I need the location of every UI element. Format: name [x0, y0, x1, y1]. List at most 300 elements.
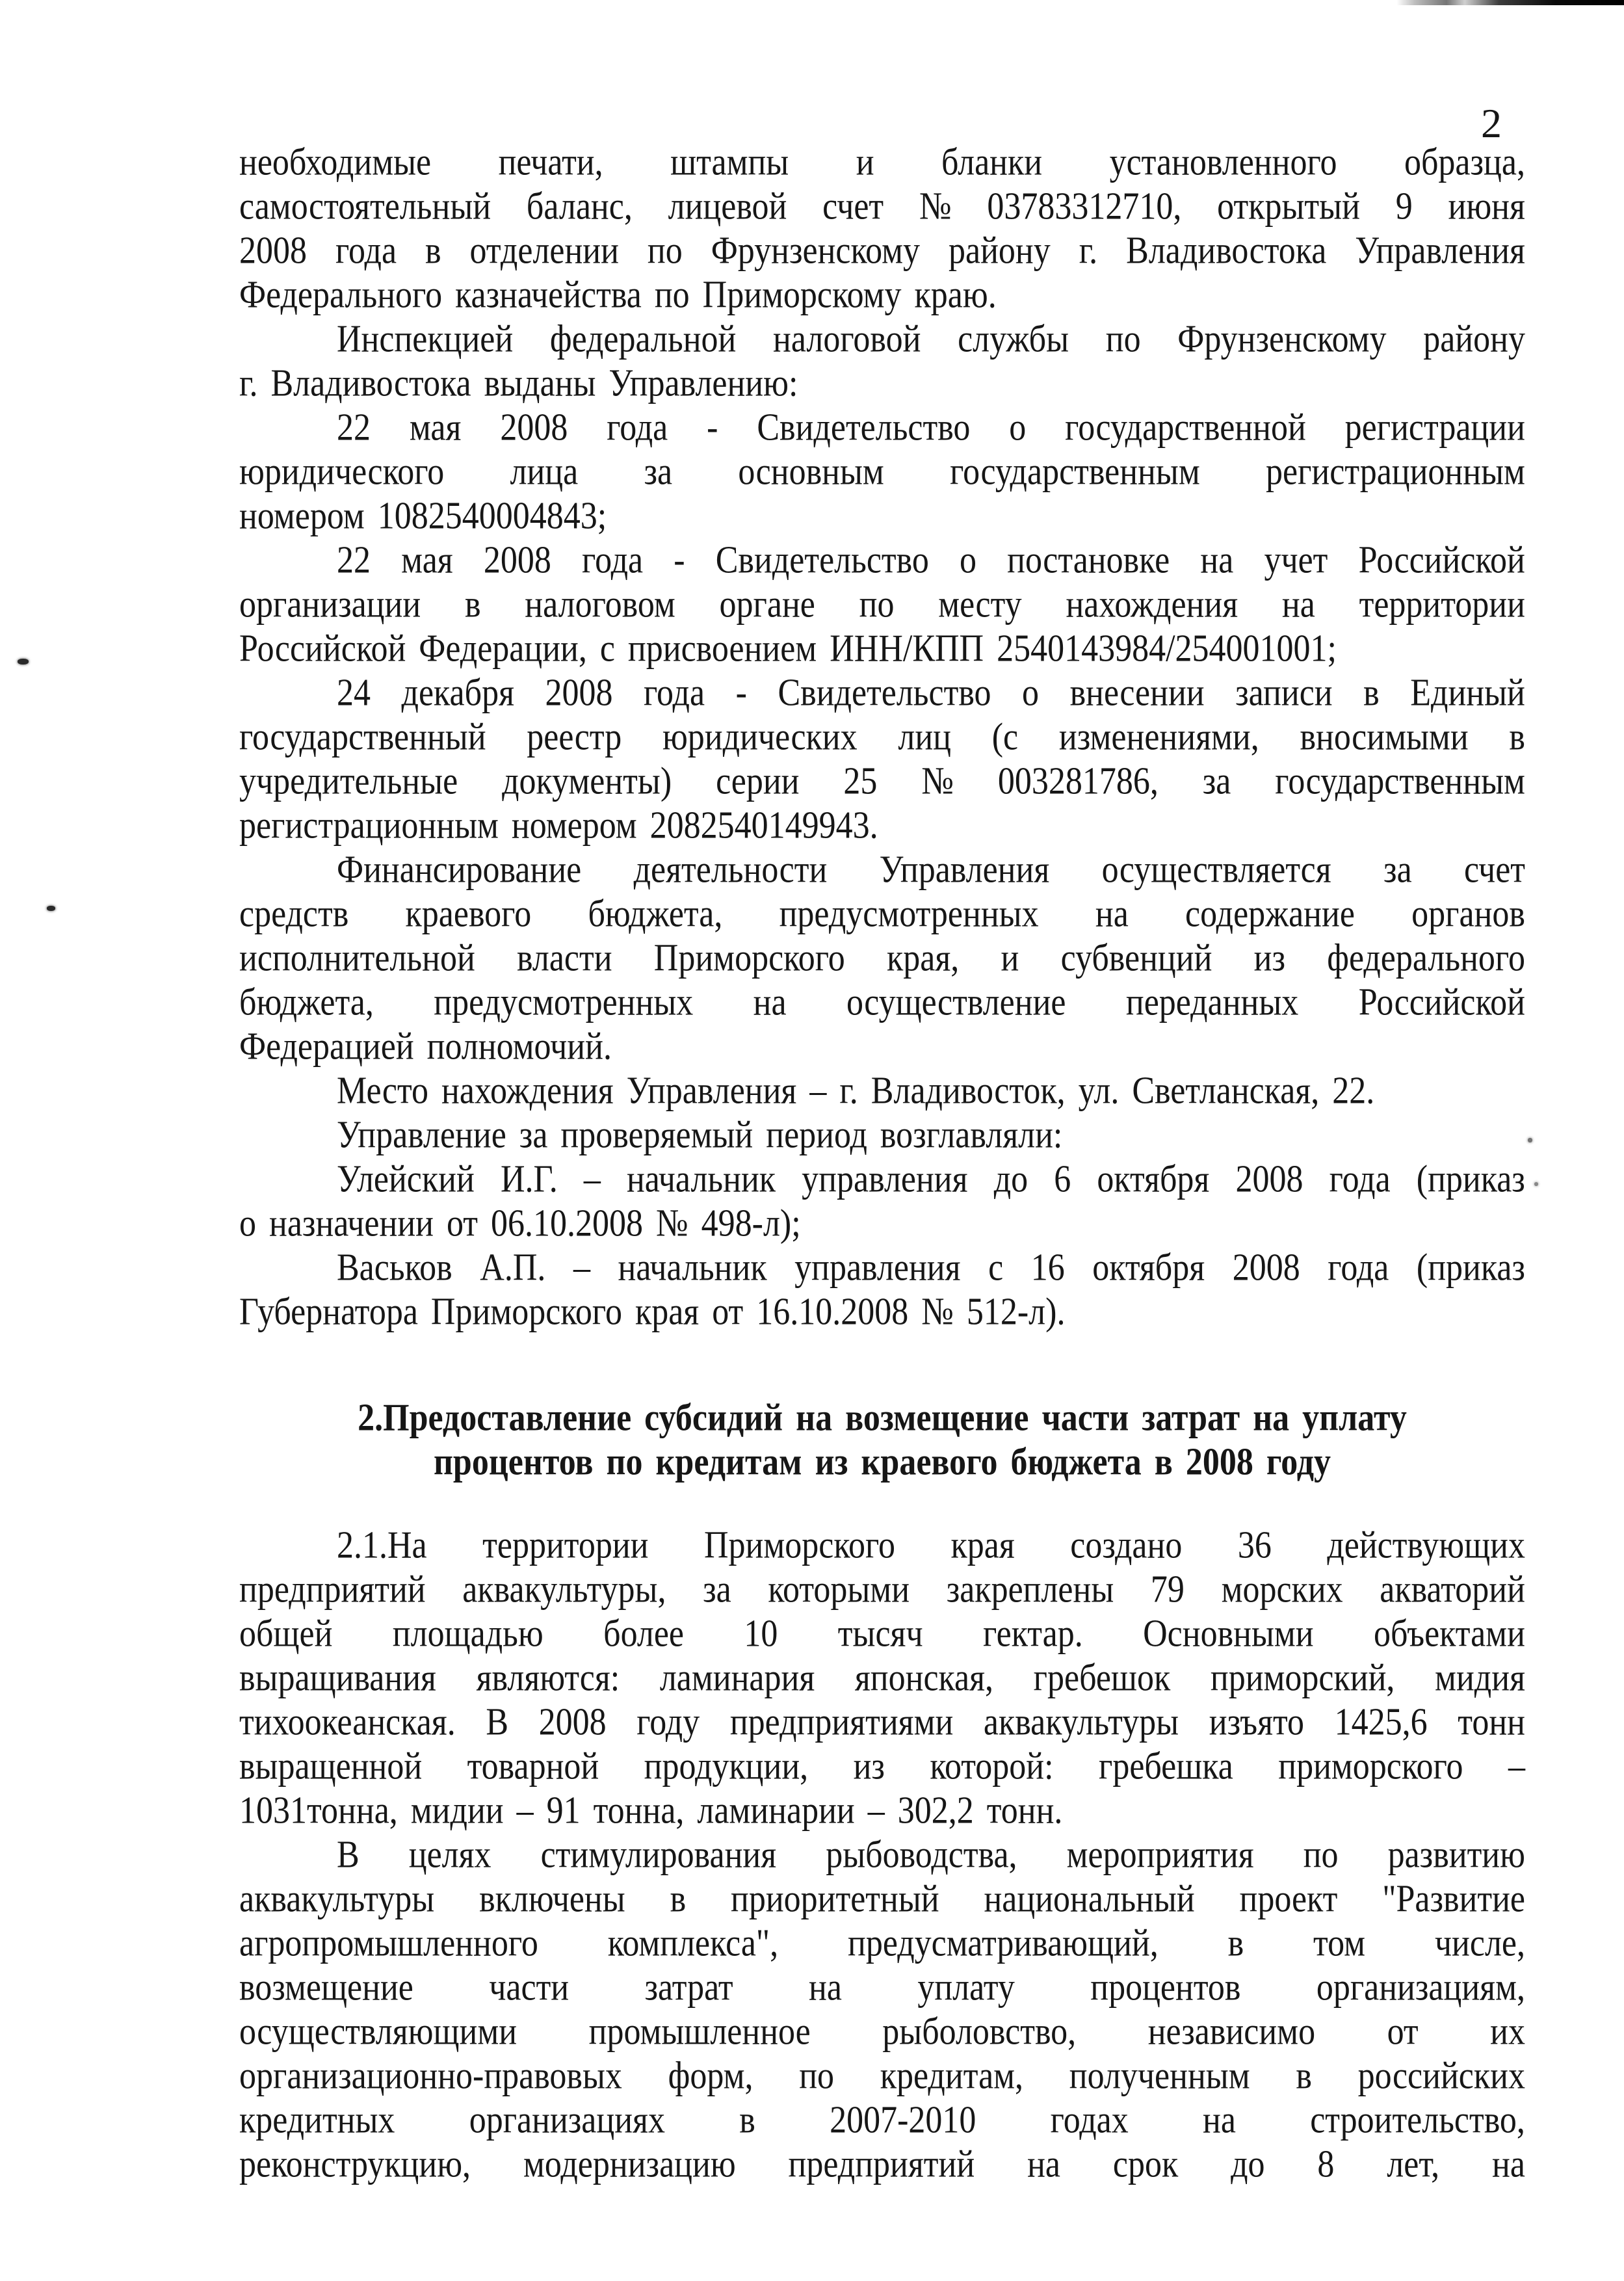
word: 16	[1030, 1246, 1065, 1289]
word: 9	[1395, 185, 1413, 228]
word: счет	[822, 185, 884, 228]
word: осуществляется	[1101, 848, 1331, 891]
word: содержание	[1185, 892, 1355, 936]
word: лиц	[898, 715, 951, 759]
word: национальный	[984, 1877, 1195, 1921]
word: целях	[408, 1833, 491, 1877]
word: Управления	[1355, 229, 1525, 272]
word: предприятиями	[729, 1700, 954, 1744]
paragraph	[239, 1523, 1525, 1833]
word: Свидетельство	[778, 671, 991, 715]
word: строительство,	[1310, 2098, 1525, 2142]
word: (приказ	[1416, 1157, 1525, 1201]
word: года	[644, 671, 705, 715]
word: агропромышленного	[239, 1921, 538, 1965]
document-body	[239, 140, 1525, 2187]
text-line: Место нахождения Управления – г. Владивосток, ул. Светланская, 22.	[337, 1069, 1375, 1113]
word: до	[1231, 2143, 1265, 2186]
word: Фрунзенскому	[711, 229, 921, 272]
word: –	[573, 1246, 590, 1289]
word: 22	[337, 538, 371, 582]
word: объектами	[1374, 1612, 1525, 1655]
word: из	[1253, 936, 1286, 980]
word: вносимыми	[1300, 715, 1469, 759]
word: образца,	[1404, 140, 1525, 184]
word: продукции,	[644, 1745, 809, 1788]
paragraph	[239, 1833, 1525, 2187]
word: организации	[239, 583, 421, 626]
text-line	[239, 579, 1525, 630]
text-line	[239, 1918, 1525, 1969]
word: с	[988, 1246, 1004, 1289]
word: начальник	[618, 1246, 767, 1289]
scan-speck	[1528, 1138, 1532, 1142]
word: налоговом	[525, 583, 675, 626]
word: Фрунзенскому	[1177, 317, 1387, 361]
text-line	[239, 2051, 1525, 2102]
word: затрат	[644, 1966, 733, 2009]
word: о	[959, 538, 976, 582]
word: Улейский	[337, 1157, 475, 1201]
word: управления	[802, 1157, 968, 1201]
word: года	[335, 229, 397, 272]
word: службы	[958, 317, 1069, 361]
text-line: Федерацией полномочий.	[239, 1025, 612, 1068]
word: тонн	[1458, 1700, 1525, 1744]
word: по	[1303, 1833, 1339, 1877]
word: №	[921, 759, 954, 803]
scan-speck	[18, 659, 29, 665]
scan-speck	[47, 906, 55, 911]
text-line	[239, 977, 1525, 1028]
word: В	[486, 1700, 509, 1744]
word: 2008	[1235, 1157, 1303, 1201]
word: товарной	[467, 1745, 599, 1788]
word: в	[425, 229, 441, 272]
word: создано	[1070, 1523, 1183, 1567]
word: уплату	[917, 1966, 1015, 2009]
word: года	[607, 406, 668, 449]
word: баланс,	[526, 185, 633, 228]
word: федеральной	[549, 317, 737, 361]
text-line	[239, 1564, 1525, 1615]
word: управления	[794, 1246, 961, 1289]
text-line	[239, 1741, 1525, 1792]
word: Свидетельство	[757, 406, 971, 449]
word: №	[919, 185, 952, 228]
word: кредитных	[239, 2098, 395, 2142]
paragraph	[239, 1157, 1525, 1246]
word: 8	[1317, 2143, 1335, 2186]
text-line: 2.Предоставление субсидий на возмещение части затрат на уплату	[358, 1396, 1407, 1440]
text-line	[239, 2007, 1525, 2057]
scan-speck	[1534, 1182, 1538, 1186]
word: проект	[1239, 1877, 1338, 1921]
word: начальник	[626, 1157, 776, 1201]
word: -	[735, 671, 747, 715]
text-line	[239, 1653, 1525, 1704]
text-line	[239, 668, 1525, 719]
word: Свидетельство	[715, 538, 929, 582]
text-line	[239, 1609, 1525, 1659]
word: из	[853, 1745, 885, 1788]
text-line: регистрационным номером 2082540149943.	[239, 804, 878, 847]
word: государственным	[950, 450, 1200, 494]
word: реестр	[527, 715, 622, 759]
word: в	[1509, 715, 1525, 759]
word: Приморского	[703, 1523, 895, 1567]
word: комплекса",	[607, 1921, 779, 1965]
word: предусматривающий,	[848, 1921, 1159, 1965]
word: предусмотренных	[434, 981, 694, 1024]
word: 2008	[239, 229, 307, 272]
word: территории	[482, 1523, 649, 1567]
word: органов	[1411, 892, 1525, 936]
word: действующих	[1327, 1523, 1525, 1567]
word: бюджета,	[239, 981, 374, 1024]
word: закреплены	[946, 1568, 1114, 1611]
text-line: о назначении от 06.10.2008 № 498-л);	[239, 1202, 801, 1245]
text-line: Российской Федерации, с присвоением ИНН/КПП 2540143984/254001001;	[239, 627, 1337, 670]
word: по	[859, 583, 895, 626]
word: изъято	[1209, 1700, 1305, 1744]
word: октября	[1092, 1246, 1205, 1289]
word: аквакультуры,	[462, 1568, 666, 1611]
word: самостоятельный	[239, 185, 491, 228]
word: краевого	[405, 892, 532, 936]
word: 2007-2010	[830, 2098, 976, 2142]
word: 2008	[538, 1700, 607, 1744]
word: гребешок	[1033, 1656, 1171, 1700]
word: модернизацию	[523, 2143, 736, 2186]
word: 003281786,	[997, 759, 1159, 803]
word: за	[644, 450, 673, 494]
word: на	[753, 981, 787, 1024]
word: независимо	[1147, 2010, 1316, 2053]
paragraph	[239, 538, 1525, 671]
word: от	[1387, 2010, 1419, 2053]
text-line	[239, 1154, 1525, 1205]
text-line	[239, 226, 1525, 276]
word: внесении	[1069, 671, 1205, 715]
word: на	[1492, 2143, 1525, 2186]
word: Приморского	[653, 936, 845, 980]
word: переданных	[1125, 981, 1299, 1024]
word: года	[1329, 1157, 1391, 1201]
word: о	[1022, 671, 1040, 715]
word: необходимые	[239, 140, 432, 184]
word: организационно-правовых	[239, 2054, 622, 2098]
word: 25	[843, 759, 878, 803]
text-line	[239, 1697, 1525, 1748]
word: предприятий	[788, 2143, 975, 2186]
word: в	[464, 583, 481, 626]
word: Единый	[1410, 671, 1525, 715]
word: реконструкцию,	[239, 2143, 471, 2186]
word: государственный	[239, 715, 486, 759]
word: гребешка	[1098, 1745, 1233, 1788]
text-line	[239, 933, 1525, 984]
word: серии	[716, 759, 800, 803]
word: о	[1009, 406, 1027, 449]
text-line: г. Владивостока выданы Управлению:	[239, 362, 798, 405]
word: в	[739, 2098, 755, 2142]
word: году	[636, 1700, 700, 1744]
word: В	[337, 1833, 360, 1877]
word: тысяч	[837, 1612, 923, 1655]
word: осуществление	[846, 981, 1066, 1024]
scan-artifact-top-line	[1396, 0, 1624, 5]
paragraph	[239, 317, 1525, 406]
word: –	[1508, 1745, 1525, 1788]
word: кредитам,	[880, 2054, 1024, 2098]
word: регистрационным	[1266, 450, 1525, 494]
word: июня	[1448, 185, 1525, 228]
word: установленного	[1109, 140, 1337, 184]
word: отделении	[469, 229, 619, 272]
word: которыми	[768, 1568, 910, 1611]
text-line	[239, 447, 1525, 497]
word: А.П.	[480, 1246, 546, 1289]
word: процентов	[1090, 1966, 1241, 2009]
word: г.	[1079, 229, 1098, 272]
word: возмещение	[239, 1966, 413, 2009]
text-line	[239, 535, 1525, 586]
text-line	[239, 1243, 1525, 1293]
text-line: Федерального казначейства по Приморскому краю.	[239, 273, 997, 317]
word: года	[582, 538, 644, 582]
word: промышленное	[588, 2010, 811, 2053]
word: числе,	[1434, 1921, 1525, 1965]
word: предприятий	[239, 1568, 426, 1611]
text-line	[239, 1520, 1525, 1571]
word: за	[1383, 848, 1412, 891]
word: 1425,6	[1334, 1700, 1428, 1744]
word: рыболовство,	[882, 2010, 1077, 2053]
paragraph	[239, 848, 1525, 1069]
word: И.Г.	[500, 1157, 558, 1201]
word: включены	[479, 1877, 625, 1921]
word: печати,	[498, 140, 603, 184]
word: приоритетный	[730, 1877, 939, 1921]
word: Владивостока	[1126, 229, 1327, 272]
word: по	[1105, 317, 1141, 361]
word: в	[1296, 2054, 1312, 2098]
word: более	[603, 1612, 684, 1655]
word: органе	[719, 583, 815, 626]
word: (приказ	[1416, 1246, 1525, 1289]
text-line: Губернатора Приморского края от 16.10.2008 № 512-л).	[239, 1290, 1066, 1334]
word: месту	[938, 583, 1022, 626]
word: нахождения	[1066, 583, 1238, 626]
word: мая	[401, 538, 453, 582]
text-line	[239, 756, 1525, 807]
word: федерального	[1327, 936, 1525, 980]
word: мероприятия	[1066, 1833, 1254, 1877]
word: года	[1328, 1246, 1389, 1289]
text-line	[239, 2139, 1525, 2190]
word: 6	[1054, 1157, 1071, 1201]
word: 2.1.На	[337, 1523, 427, 1567]
word: регистрации	[1344, 406, 1525, 449]
word: развитию	[1387, 1833, 1525, 1877]
word: району	[1423, 317, 1525, 361]
word: лица	[510, 450, 579, 494]
word: аквакультуры	[983, 1700, 1179, 1744]
word: государственным	[1275, 759, 1525, 803]
word: приморский,	[1210, 1656, 1395, 1700]
word: края	[950, 1523, 1015, 1567]
word: по	[647, 229, 683, 272]
word: мидия	[1435, 1656, 1525, 1700]
word: которой:	[930, 1745, 1054, 1788]
word: району	[948, 229, 1051, 272]
text-line	[239, 137, 1525, 188]
word: деятельности	[633, 848, 828, 891]
word: российских	[1357, 2054, 1525, 2098]
paragraph	[239, 1069, 1525, 1113]
word: документы)	[502, 759, 672, 803]
word: Российской	[1358, 538, 1525, 582]
paragraph	[239, 140, 1525, 317]
word: в	[670, 1877, 687, 1921]
word: за	[703, 1568, 731, 1611]
word: октября	[1097, 1157, 1210, 1201]
word: записи	[1235, 671, 1333, 715]
word: власти	[517, 936, 612, 980]
section-heading	[239, 1396, 1525, 1484]
word: 79	[1150, 1568, 1185, 1611]
word: их	[1490, 2010, 1525, 2053]
text-line: номером 1082540004843;	[239, 494, 607, 538]
word: -	[674, 538, 685, 582]
page-number: 2	[1481, 100, 1502, 146]
word: акваторий	[1380, 1568, 1525, 1611]
word: 22	[337, 406, 371, 449]
word: средств	[239, 892, 349, 936]
word: Васьков	[337, 1246, 452, 1289]
word: бюджета,	[588, 892, 723, 936]
paragraph	[239, 406, 1525, 538]
word: штампы	[670, 140, 789, 184]
text-line	[239, 1830, 1525, 1880]
word: на	[1095, 892, 1129, 936]
word: морских	[1221, 1568, 1343, 1611]
word: лицевой	[668, 185, 787, 228]
text-line	[239, 845, 1525, 895]
word: выращивания	[239, 1656, 436, 1700]
word: Финансирование	[337, 848, 582, 891]
word: постановке	[1007, 538, 1170, 582]
word: лет,	[1387, 2143, 1440, 2186]
word: по	[799, 2054, 835, 2098]
word: до	[993, 1157, 1028, 1201]
word: исполнительной	[239, 936, 475, 980]
word: Управления	[879, 848, 1050, 891]
word: том	[1313, 1921, 1366, 1965]
word: 2008	[500, 406, 568, 449]
word: мая	[409, 406, 462, 449]
word: территории	[1359, 583, 1525, 626]
word: и	[856, 140, 874, 184]
word: организациях	[469, 2098, 665, 2142]
word: в	[1363, 671, 1380, 715]
word: являются:	[476, 1656, 620, 1700]
word: общей	[239, 1612, 333, 1655]
word: налоговой	[773, 317, 921, 361]
text-line: 1031тонна, мидии – 91 тонна, ламинарии – 302,2 тонн.	[239, 1789, 1063, 1832]
word: осуществляющими	[239, 2010, 517, 2053]
word: субвенций	[1060, 936, 1212, 980]
paragraph	[239, 1113, 1525, 1157]
word: в	[1227, 1921, 1244, 1965]
text-line	[239, 314, 1525, 365]
text-line	[239, 712, 1525, 763]
word: на	[1203, 2098, 1236, 2142]
text-line	[239, 2095, 1525, 2146]
word: бланки	[941, 140, 1043, 184]
word: тихоокеанская.	[239, 1700, 456, 1744]
word: годах	[1050, 2098, 1129, 2142]
word: выращенной	[239, 1745, 423, 1788]
text-line	[239, 181, 1525, 232]
word: полученным	[1069, 2054, 1250, 2098]
word: предусмотренных	[779, 892, 1039, 936]
word: 10	[744, 1612, 778, 1655]
word: 24	[337, 671, 371, 715]
paragraph	[239, 1246, 1525, 1334]
word: учет	[1264, 538, 1328, 582]
word: открытый	[1217, 185, 1360, 228]
word: государственной	[1065, 406, 1306, 449]
word: 2008	[545, 671, 613, 715]
text-line	[239, 889, 1525, 940]
word: организациям,	[1316, 1966, 1525, 2009]
word: Российской	[1358, 981, 1525, 1024]
word: части	[489, 1966, 570, 2009]
word: изменениями,	[1058, 715, 1259, 759]
word: японская,	[854, 1656, 994, 1700]
word: Инспекцией	[337, 317, 514, 361]
word: на	[1027, 2143, 1060, 2186]
word: Основными	[1143, 1612, 1314, 1655]
word: площадью	[392, 1612, 544, 1655]
text-line: Управление за проверяемый период возглавляли:	[337, 1113, 1063, 1157]
text-line	[239, 402, 1525, 453]
word: форм,	[668, 2054, 753, 2098]
word: за	[1202, 759, 1231, 803]
word: 03783312710,	[987, 185, 1182, 228]
word: 2008	[483, 538, 551, 582]
word: 36	[1237, 1523, 1272, 1567]
word: на	[809, 1966, 842, 2009]
text-line	[239, 1962, 1525, 2013]
word: "Развитие	[1382, 1877, 1525, 1921]
text-line	[239, 1874, 1525, 1925]
word: основным	[738, 450, 884, 494]
word: срок	[1112, 2143, 1179, 2186]
word: края,	[887, 936, 960, 980]
word: юридического	[239, 450, 445, 494]
word: гектар.	[982, 1612, 1083, 1655]
word: на	[1281, 583, 1315, 626]
paragraph	[239, 671, 1525, 848]
word: счет	[1464, 848, 1525, 891]
word: на	[1200, 538, 1234, 582]
word: ламинария	[659, 1656, 815, 1700]
text-line: процентов по кредитам из краевого бюджета в 2008 году	[433, 1440, 1331, 1484]
word: –	[583, 1157, 601, 1201]
